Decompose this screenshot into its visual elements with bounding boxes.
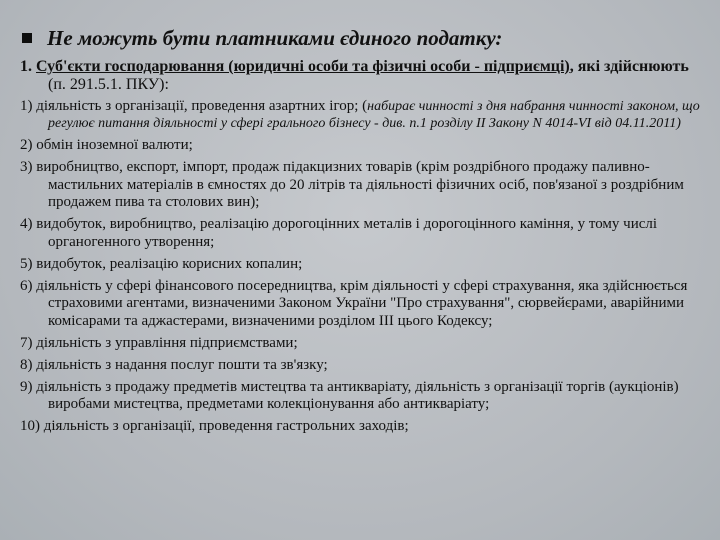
item-text: обмін іноземної валюти; <box>36 137 193 153</box>
list-item <box>20 98 710 133</box>
item-number: 5) <box>20 255 33 272</box>
item-note: набирає чинності з дня набрання чинності законом, що регулює питання діяльності у сфері грального бізнесу - див. п.1 розділу II Закону N 4014-VI від 04.11.2011) <box>48 98 700 131</box>
list-item <box>20 357 710 375</box>
item-text: діяльність з надання послуг пошти та зв'язку; <box>36 356 328 373</box>
item-text: діяльність з продажу предметів мистецтва та антикваріату, діяльність з організації торгів (аукціонів) виробами мистецтва, предметами колекціонування або антикваріату; <box>36 378 679 412</box>
item-text: діяльність з організації, проведення азартних ігор; ( <box>36 97 368 114</box>
list-item <box>20 278 710 331</box>
item-number: 1. <box>20 58 32 75</box>
list-item <box>20 418 710 436</box>
list-item <box>20 379 710 414</box>
list-item <box>20 256 710 274</box>
item-number: 8) <box>20 356 33 373</box>
list-item <box>20 58 710 93</box>
square-bullet-icon <box>22 33 32 43</box>
item-text: виробництво, експорт, імпорт, продаж підакцизних товарів (крім роздрібного продажу паливно-мастильних матеріалів в ємностях до 20 літрів та діяльності фізичних осіб, пов'язаної з роздрібним продажем пива та столових вин); <box>36 159 684 210</box>
item-number: 2) <box>20 137 33 153</box>
item-number: 4) <box>20 216 33 232</box>
item-text: видобуток, виробництво, реалізацію дорогоцінних металів і дорогоцінного каміння, у тому числі органогенного утворення; <box>36 216 658 250</box>
item-number: 1) <box>20 97 33 114</box>
list-item <box>20 335 710 353</box>
item-text: (п. 291.5.1. ПКУ): <box>48 75 169 93</box>
title-row <box>22 24 710 52</box>
item-number: 7) <box>20 334 33 351</box>
item-number: 6) <box>20 277 33 294</box>
item-text: діяльність з управління підприємствами; <box>36 334 298 351</box>
item-text: видобуток, реалізацію корисних копалин; <box>36 255 303 272</box>
list-item <box>20 216 710 251</box>
item-number: 3) <box>20 159 33 175</box>
item-text: діяльність у сфері фінансового посередництва, крім діяльності у сфері страхування, яка здійснюється страховими агентами, визначеними Законом України "Про страхування", сюрвейєрами, аварійними комісарами та аджастерами, визначеними розділом ІІІ цього Кодексу; <box>36 277 688 329</box>
item-text-underlined: Суб'єкти господарювання (юридичні особи та фізичні особи - підприємці) <box>36 58 570 75</box>
list-item <box>20 137 710 155</box>
list-item <box>20 159 710 212</box>
slide-title: Не можуть бути платниками єдиного податку: <box>47 26 503 50</box>
item-text-bold: , які здійснюють <box>569 58 689 75</box>
item-text: діяльність з організації, проведення гастрольних заходів; <box>43 418 409 434</box>
item-number: 9) <box>20 378 33 395</box>
item-number: 10) <box>20 418 40 434</box>
item-list <box>20 58 710 440</box>
